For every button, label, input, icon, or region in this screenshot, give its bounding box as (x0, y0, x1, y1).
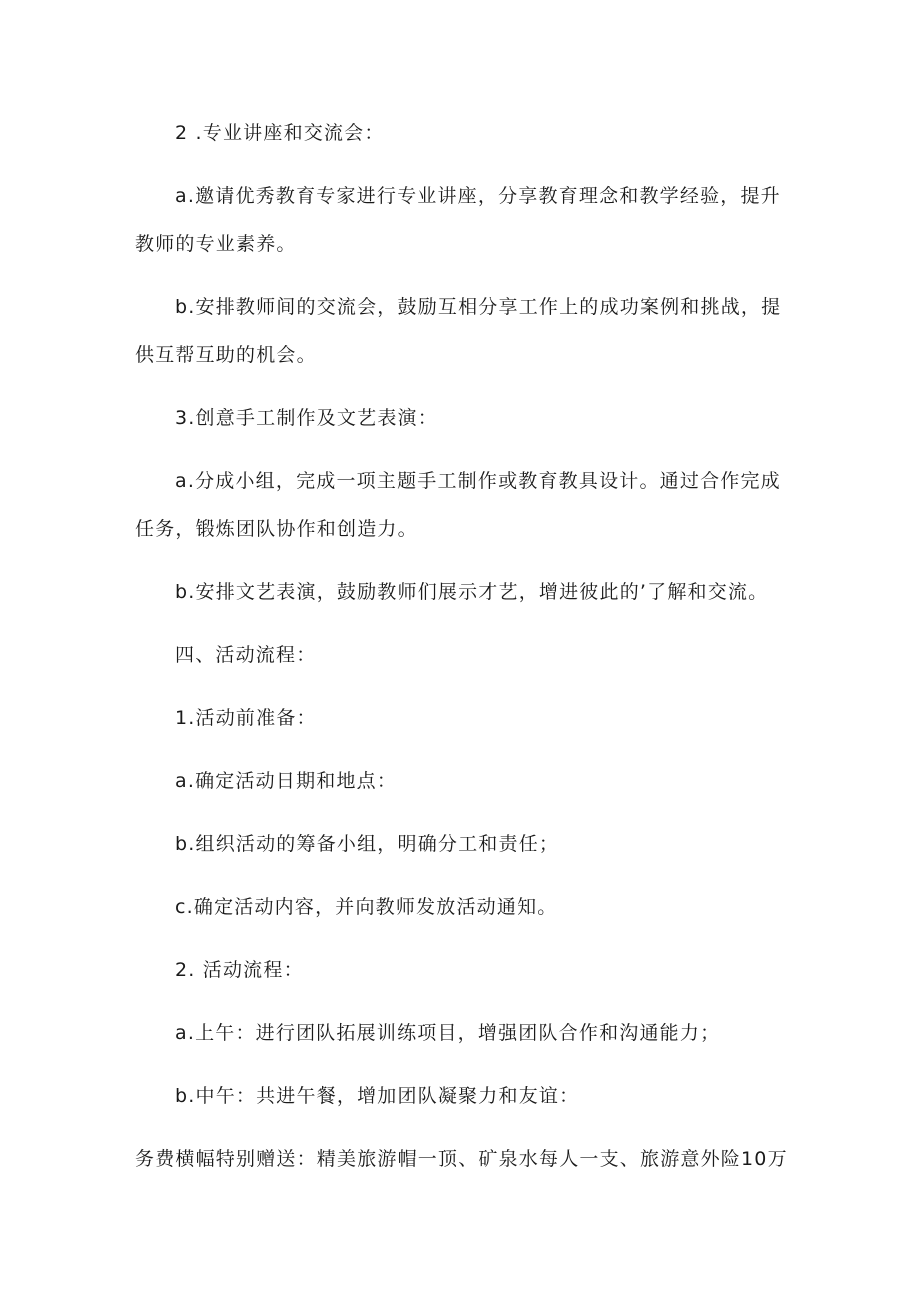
heading-lectures: 2 .专业讲座和交流会： (175, 122, 385, 144)
paragraph-line: a.确定活动日期和地点： (175, 770, 398, 792)
paragraph-line: 务费横幅特别赠送：精美旅游帽一顶、矿泉水每人一支、旅游意外险10万 (135, 1148, 788, 1170)
paragraph-line: a.分成小组，完成一项主题手工制作或教育教具设计。通过合作完成 (175, 470, 781, 492)
heading-crafts: 3.创意手工制作及文艺表演： (175, 407, 438, 429)
paragraph-line: b.安排教师间的交流会，鼓励互相分享工作上的成功案例和挑战，提 (175, 296, 782, 318)
paragraph-line: b.安排文艺表演，鼓励教师们展示才艺，增进彼此的’了解和交流。 (175, 581, 769, 603)
paragraph-line: b.组织活动的筹备小组，明确分工和责任； (175, 833, 560, 855)
paragraph-line: 教师的专业素养。 (135, 233, 297, 255)
paragraph-line: a.邀请优秀教育专家进行专业讲座，分享教育理念和教学经验，提升 (175, 185, 781, 207)
section-heading: 四、活动流程： (175, 644, 317, 666)
paragraph-line: 任务，锻炼团队协作和创造力。 (135, 518, 418, 540)
paragraph-line: c.确定活动内容，并向教师发放活动通知。 (175, 896, 558, 918)
heading-process: 2. 活动流程： (175, 959, 304, 981)
paragraph-line: b.中午：共进午餐，增加团队凝聚力和友谊： (175, 1085, 580, 1107)
paragraph-line: a.上午：进行团队拓展训练项目，增强团队合作和沟通能力； (175, 1022, 721, 1044)
heading-preparation: 1.活动前准备： (175, 707, 317, 729)
paragraph-line: 供互帮互助的机会。 (135, 344, 317, 366)
